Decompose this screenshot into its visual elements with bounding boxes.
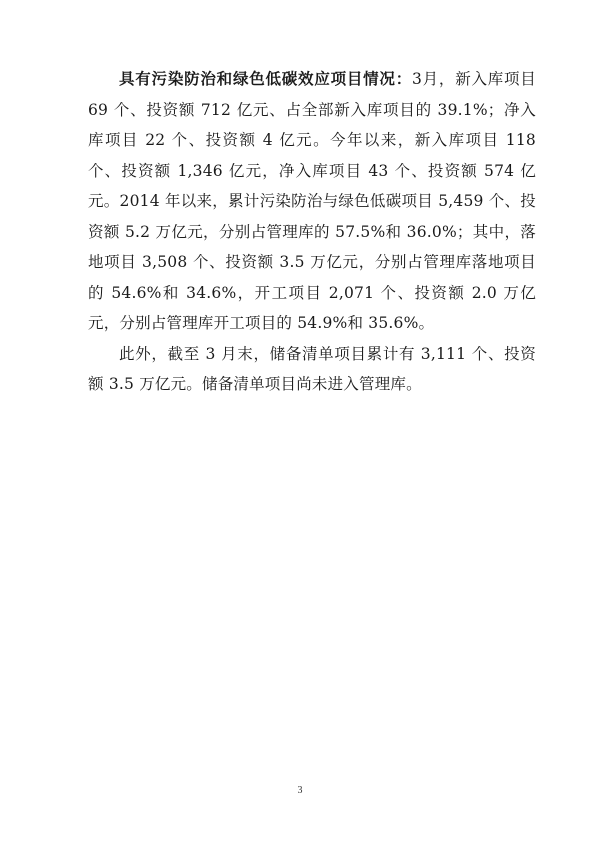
document-body — [88, 64, 536, 400]
paragraph-reserve-list — [88, 339, 536, 400]
paragraph-body-text: 此外，截至 3 月末，储备清单项目累计有 3,111 个、投资额 3.5 万亿元。储备清单项目尚未进入管理库。 — [88, 344, 536, 393]
page-number: 3 — [297, 785, 303, 796]
paragraph-green-projects — [88, 64, 536, 339]
paragraph-body-text: 3月，新入库项目 69 个、投资额 712 亿元、占全部新入库项目的 39.1%；净入库项目 22 个、投资额 4 亿元。今年以来，新入库项目 118 个、投资额 1,346 亿元，净入库项目 43 个、投资额 574 亿元。2014 年以来，累计污染防治与绿色低碳项目 5,459 个、投资额 5.2 万亿元，分别占管理库的 57.5%和 36.0%；其中，落地项目 3,508 个、投资额 3.5 万亿元，分别占管理库落地项目的 54.6%和 34.6%，开工项目 2,071 个、投资额 2.0 万亿元，分别占管理库开工项目的 54.9%和 35.6%。 — [88, 70, 537, 332]
paragraph-lead-heading: 具有污染防治和绿色低碳效应项目情况： — [119, 69, 412, 88]
